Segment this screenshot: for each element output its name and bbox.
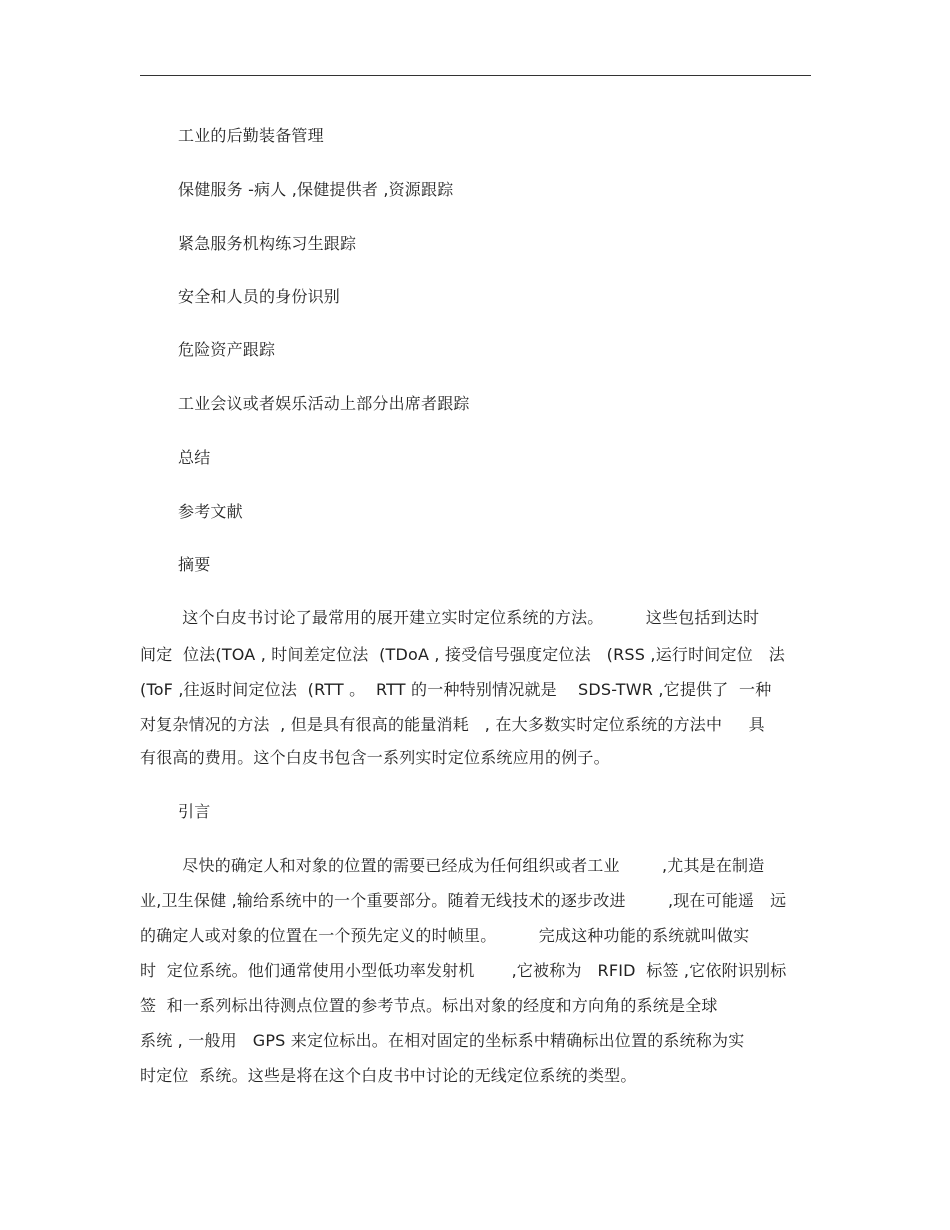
toc-item-security: 安全和人员的身份识别	[178, 287, 341, 306]
intro-line: 时 定位系统。他们通常使用小型低功率发射机 ,它被称为 RFID 标签 ,它依附识别标	[140, 961, 787, 980]
intro-line: 业,卫生保健 ,输给系统中的一个重要部分。随着无线技术的逐步改进 ,现在可能遥 远	[140, 891, 787, 910]
toc-item-hazard: 危险资产跟踪	[178, 340, 276, 359]
intro-line: 签 和一系列标出待测点位置的参考节点。标出对象的经度和方向角的系统是全球	[140, 996, 718, 1015]
toc-item-healthcare: 保健服务 -病人 ,保健提供者 ,资源跟踪	[178, 180, 454, 199]
intro-line: 的确定人或对象的位置在一个预先定义的时帧里。 完成这种功能的系统就叫做实	[140, 926, 750, 945]
toc-item-references: 参考文献	[178, 502, 243, 521]
abstract-line: 这个白皮书讨论了最常用的展开建立实时定位系统的方法。 这些包括到达时	[140, 608, 760, 627]
toc-item-emergency: 紧急服务机构练习生跟踪	[178, 234, 357, 253]
intro-line: 时定位 系统。这些是将在这个白皮书中讨论的无线定位系统的类型。	[140, 1066, 637, 1085]
toc-item-logistics: 工业的后勤装备管理	[178, 126, 324, 145]
toc-item-events: 工业会议或者娱乐活动上部分出席者跟踪	[178, 394, 470, 413]
intro-heading: 引言	[178, 802, 211, 821]
intro-line: 系统 , 一般用 GPS 来定位标出。在相对固定的坐标系中精确标出位置的系统称为实	[140, 1031, 745, 1050]
intro-line: 尽快的确定人和对象的位置的需要已经成为任何组织或者工业 ,尤其是在制造	[140, 856, 765, 875]
header-rule	[140, 75, 811, 76]
abstract-line: 对复杂情况的方法 , 但是具有很高的能量消耗 , 在大多数实时定位系统的方法中 具	[140, 715, 765, 734]
abstract-line: 间定 位法(TOA , 时间差定位法 (TDoA , 接受信号强度定位法 (RSS ,运行时间定位 法	[140, 645, 785, 664]
toc-item-summary: 总结	[178, 448, 211, 467]
abstract-heading: 摘要	[178, 555, 211, 574]
abstract-line: (ToF ,往返时间定位法 (RTT 。 RTT 的一种特别情况就是 SDS-TWR ,它提供了 一种	[140, 680, 772, 699]
abstract-line: 有很高的费用。这个白皮书包含一系列实时定位系统应用的例子。	[140, 748, 610, 767]
